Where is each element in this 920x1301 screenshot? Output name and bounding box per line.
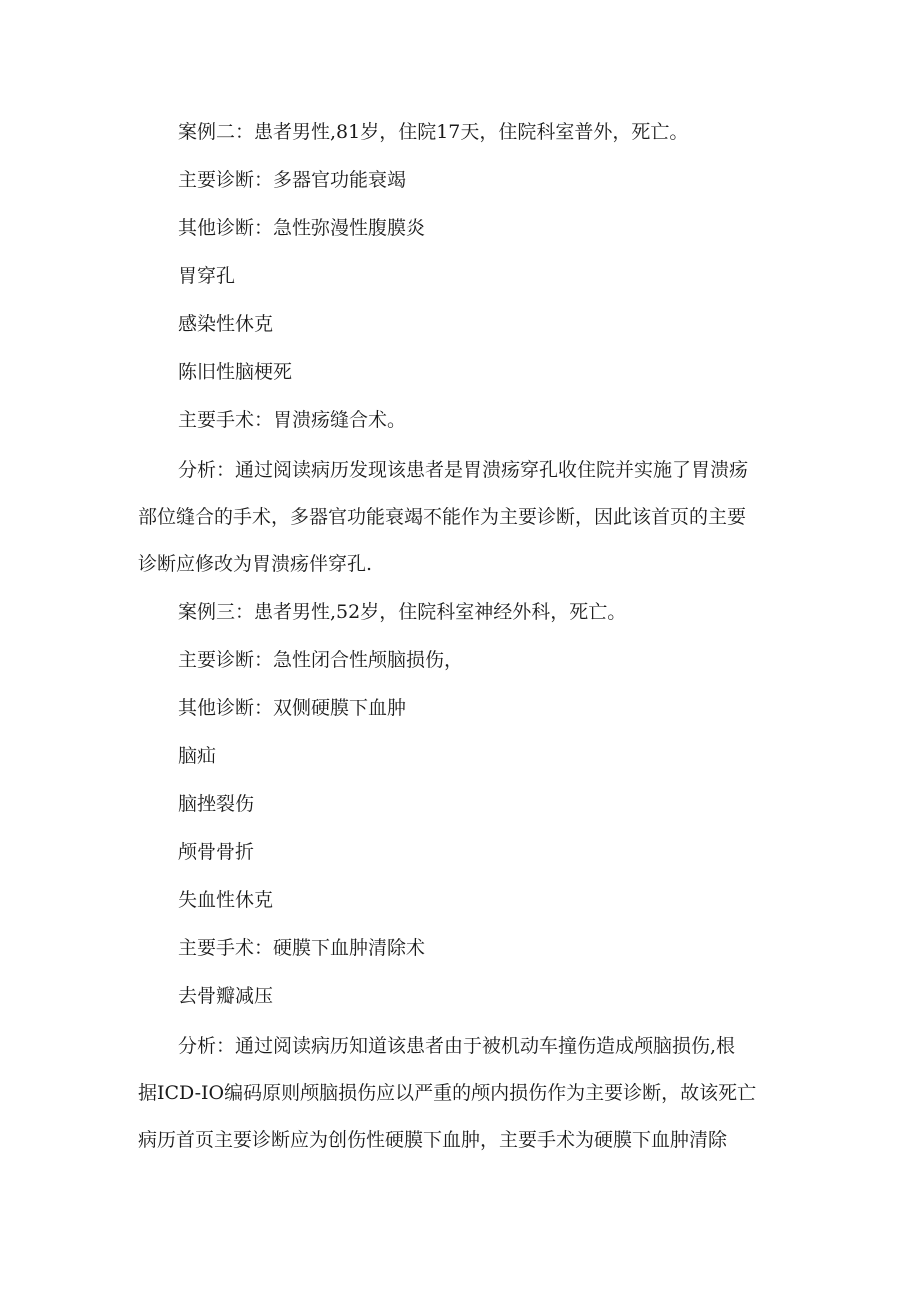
case2-main-surgery: 主要手术：胃溃疡缝合术。 xyxy=(178,409,407,431)
case3-other-diagnosis: 其他诊断：双侧硬膜下血肿 xyxy=(178,697,407,719)
case3-analysis-line: 据ICD-IO编码原则颅脑损伤应以严重的颅内损伤作为主要诊断，故该死亡 xyxy=(138,1082,757,1104)
case2-other-item: 陈旧性脑梗死 xyxy=(178,361,293,383)
case2-other-item: 胃穿孔 xyxy=(178,265,236,287)
case3-main-diagnosis: 主要诊断：急性闭合性颅脑损伤， xyxy=(178,649,464,671)
case2-other-item: 感染性休克 xyxy=(178,313,274,335)
case3-analysis-line: 病历首页主要诊断应为创伤性硬膜下血肿，主要手术为硬膜下血肿清除 xyxy=(138,1129,728,1151)
case3-main-surgery: 主要手术：硬膜下血肿清除术 xyxy=(178,937,426,959)
case2-analysis-line: 诊断应修改为胃溃疡伴穿孔. xyxy=(138,553,373,575)
case3-other-item: 脑疝 xyxy=(178,745,217,767)
case2-analysis-line: 部位缝合的手术，多器官功能衰竭不能作为主要诊断，因此该首页的主要 xyxy=(138,506,747,528)
case3-other-item: 失血性休克 xyxy=(178,889,274,911)
case2-header: 案例二：患者男性,81岁，住院17天，住院科室普外，死亡。 xyxy=(178,121,689,143)
case3-analysis-line: 分析：通过阅读病历知道该患者由于被机动车撞伤造成颅脑损伤,根 xyxy=(178,1035,736,1057)
case3-other-item: 脑挫裂伤 xyxy=(178,793,255,815)
case2-other-diagnosis: 其他诊断：急性弥漫性腹膜炎 xyxy=(178,217,426,239)
case3-analysis xyxy=(138,1034,788,1175)
case3-other-item: 颅骨骨折 xyxy=(178,841,255,863)
case2-analysis-line: 分析：通过阅读病历发现该患者是胃溃疡穿孔收住院并实施了胃溃疡 xyxy=(178,459,749,481)
case3-surgery-item: 去骨瓣减压 xyxy=(178,985,274,1007)
case2-analysis xyxy=(138,458,788,599)
case2-main-diagnosis: 主要诊断：多器官功能衰竭 xyxy=(178,169,407,191)
case3-header: 案例三：患者男性,52岁，住院科室神经外科，死亡。 xyxy=(178,601,627,623)
